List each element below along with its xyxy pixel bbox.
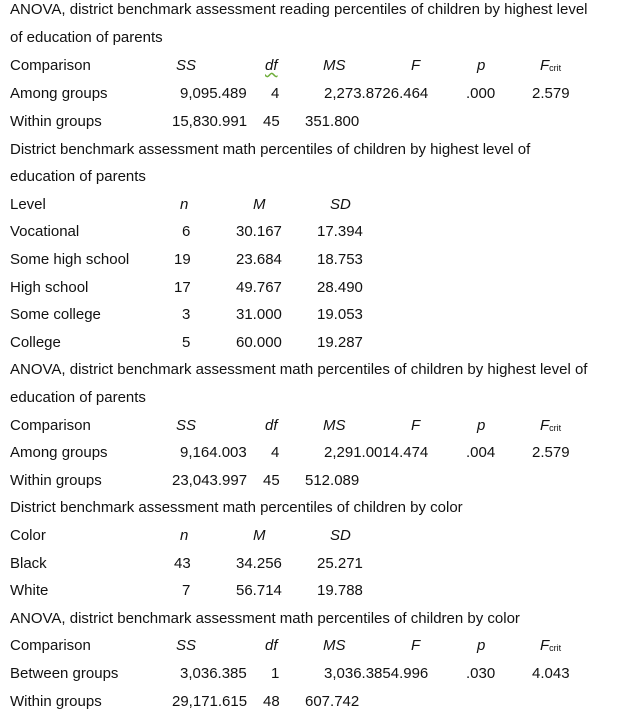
header-ss: SS: [176, 417, 197, 434]
cell-n: 6: [182, 223, 191, 240]
math-color-title: District benchmark assessment math percentiles of children by color: [10, 499, 463, 516]
cell-ms-f: 2,273.8726.464: [324, 85, 429, 102]
anova-reading-title-line2: of education of parents: [10, 29, 163, 46]
header-ss: SS: [176, 57, 197, 74]
anova-reading-title-line1: ANOVA, district benchmark assessment reading percentiles of children by highest level: [10, 1, 588, 18]
cell-m: 31.000: [236, 306, 282, 323]
anova-math-color-title: ANOVA, district benchmark assessment math percentiles of children by color: [10, 610, 520, 627]
cell-ms-f: 3,036.3854.996: [324, 665, 429, 682]
math-color-header: [0, 527, 641, 545]
header-p: p: [477, 417, 486, 434]
table-row: [0, 693, 641, 711]
cell-p: .030: [466, 665, 496, 682]
cell-df: 4: [271, 444, 280, 461]
header-comparison: Comparison: [10, 57, 91, 74]
cell-df: 48: [263, 693, 280, 710]
cell-level: Some high school: [10, 251, 130, 268]
cell-ss: 23,043.997: [172, 472, 248, 489]
anova-math-education-header: [0, 417, 641, 435]
cell-comparison: Within groups: [10, 693, 102, 710]
header-ms: MS: [323, 57, 346, 74]
cell-ms-f: 607.742: [305, 693, 360, 710]
cell-n: 17: [174, 279, 191, 296]
cell-comparison: Between groups: [10, 665, 119, 682]
cell-sd: 18.753: [317, 251, 363, 268]
cell-ss: 9,164.003: [180, 444, 247, 461]
cell-p: .004: [466, 444, 496, 461]
header-ms: MS: [323, 417, 346, 434]
cell-n: 43: [174, 555, 191, 572]
cell-level: College: [10, 334, 61, 351]
header-ms: MS: [323, 637, 346, 654]
cell-m: 60.000: [236, 334, 282, 351]
cell-ms-f: 351.800: [305, 113, 360, 130]
cell-m: 30.167: [236, 223, 282, 240]
header-ss: SS: [176, 637, 197, 654]
cell-fcrit: 2.579: [532, 85, 570, 102]
anova-math-education-title-line2: education of parents: [10, 389, 146, 406]
cell-fcrit: 4.043: [532, 665, 570, 682]
header-fcrit: $F_{crit}$: [540, 417, 562, 434]
cell-n: 3: [182, 306, 191, 323]
cell-ss: 9,095.489: [180, 85, 247, 102]
header-n: n: [180, 527, 189, 544]
header-sd: SD: [330, 527, 351, 544]
table-row: [0, 444, 641, 462]
table-row: [0, 223, 641, 241]
table-row: [0, 665, 641, 683]
header-df: df: [265, 637, 278, 654]
anova-math-education-title-line1: ANOVA, district benchmark assessment math percentiles of children by highest level of: [10, 361, 588, 378]
cell-m: 34.256: [236, 555, 282, 572]
cell-fcrit: 2.579: [532, 444, 570, 461]
cell-m: 49.767: [236, 279, 282, 296]
header-n: n: [180, 196, 189, 213]
cell-ms-f: 512.089: [305, 472, 360, 489]
cell-comparison: Within groups: [10, 113, 102, 130]
cell-n: 19: [174, 251, 191, 268]
cell-ss: 29,171.615: [172, 693, 248, 710]
anova-reading-header: [0, 57, 641, 75]
cell-sd: 28.490: [317, 279, 363, 296]
cell-level: Vocational: [10, 223, 80, 240]
header-color: Color: [10, 527, 46, 544]
cell-df: 45: [263, 113, 280, 130]
header-fcrit: $F_{crit}$: [540, 637, 562, 654]
header-m: M: [253, 196, 266, 213]
cell-comparison: Within groups: [10, 472, 102, 489]
cell-sd: 17.394: [317, 223, 363, 240]
header-f: F: [411, 637, 421, 654]
table-row: [0, 555, 641, 573]
table-row: [0, 472, 641, 490]
cell-m: 23.684: [236, 251, 282, 268]
cell-level: Some college: [10, 306, 101, 323]
cell-sd: 19.287: [317, 334, 363, 351]
header-level: Level: [10, 196, 46, 213]
table-row: [0, 85, 641, 103]
cell-m: 56.714: [236, 582, 282, 599]
header-p: p: [477, 57, 486, 74]
header-m: M: [253, 527, 266, 544]
cell-df: 1: [271, 665, 280, 682]
cell-ss: 3,036.385: [180, 665, 247, 682]
cell-n: 5: [182, 334, 191, 351]
cell-color: White: [10, 582, 49, 599]
header-f: F: [411, 417, 421, 434]
header-comparison: Comparison: [10, 637, 91, 654]
math-education-header: [0, 196, 641, 214]
header-f: F: [411, 57, 421, 74]
cell-color: Black: [10, 555, 47, 572]
header-p: p: [477, 637, 486, 654]
math-education-title-line1: District benchmark assessment math percentiles of children by highest level of: [10, 141, 531, 158]
table-row: [0, 279, 641, 297]
anova-math-color-header: [0, 637, 641, 655]
table-row: [0, 251, 641, 269]
cell-df: 45: [263, 472, 280, 489]
cell-sd: 25.271: [317, 555, 363, 572]
cell-comparison: Among groups: [10, 444, 108, 461]
cell-sd: 19.788: [317, 582, 363, 599]
header-sd: SD: [330, 196, 351, 213]
header-comparison: Comparison: [10, 417, 91, 434]
header-fcrit: $F_{crit}$: [540, 57, 562, 74]
cell-df: 4: [271, 85, 280, 102]
cell-p: .000: [466, 85, 496, 102]
cell-level: High school: [10, 279, 89, 296]
cell-n: 7: [182, 582, 191, 599]
header-df: df: [265, 417, 278, 434]
cell-sd: 19.053: [317, 306, 363, 323]
cell-ss: 15,830.991: [172, 113, 248, 130]
cell-ms-f: 2,291.0014.474: [324, 444, 429, 461]
table-row: [0, 334, 641, 352]
table-row: [0, 113, 641, 131]
math-education-title-line2: education of parents: [10, 168, 146, 185]
table-row: [0, 306, 641, 324]
cell-comparison: Among groups: [10, 85, 108, 102]
table-row: [0, 582, 641, 600]
header-df: df: [265, 57, 278, 74]
